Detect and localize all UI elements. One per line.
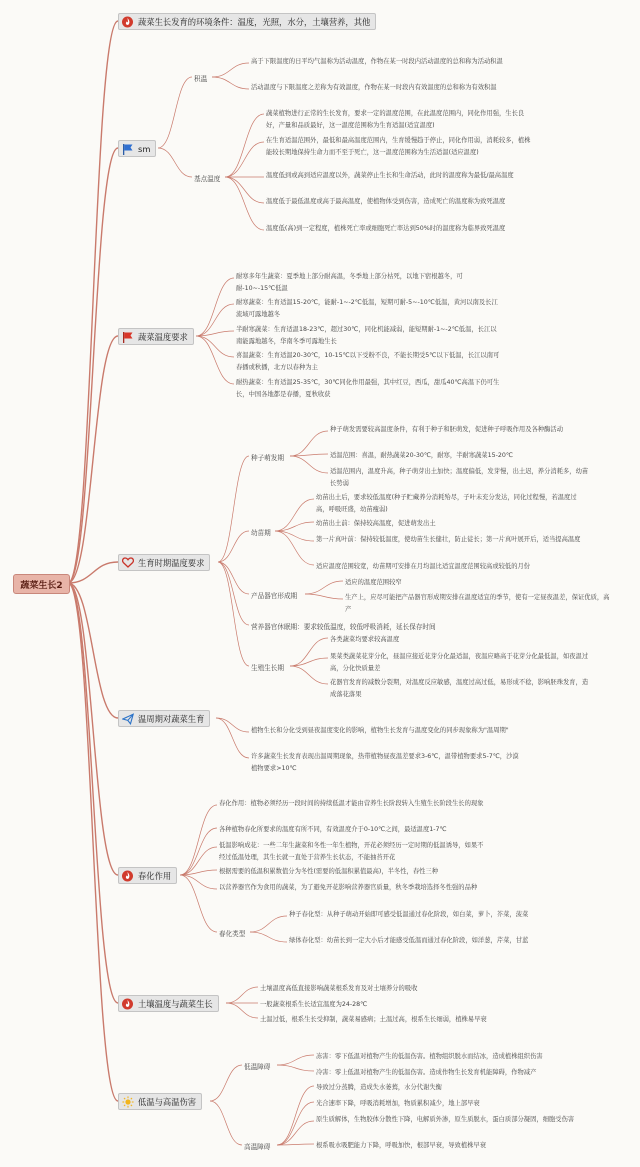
leaf-green-plant-vernalization: 绿体春化型：幼苗长到一定大小后才能感受低温而通过春化阶段，如洋葱，芹菜，甘蓝: [289, 937, 529, 944]
leaf-seedling-2: 幼苗出土前：保持较高温度，促进萌发出土: [316, 520, 436, 527]
leaf-warm-loving: 喜温蔬菜：生育适温20-30℃，10-15℃以下受粉不良，不能长期受5℃以下低温，长江以南可春播或秋播，北方以春种为主: [236, 352, 500, 371]
category-vegetable-temperature[interactable]: 蔬菜温度要求: [118, 328, 194, 345]
leaf-critical-lethal-temp: 温度低(高)到一定程度，植株死亡率或细胞死亡率达到50%时的温度称为临界致死温度: [266, 225, 506, 232]
root-node[interactable]: 蔬菜生长2: [13, 574, 70, 594]
paper-plane-icon: [121, 712, 134, 725]
leaf-product-organ-1: 适应的温度范围较窄: [345, 579, 402, 586]
sub-high-temperature-injury[interactable]: 高温障碍: [244, 1143, 271, 1151]
leaf-seed-vernalization: 种子春化型：从种子萌动开始即可感受低温通过春化阶段，如白菜，萝卜，芥菜，菠菜: [289, 911, 529, 918]
sub-seedling[interactable]: 幼苗期: [251, 529, 271, 537]
leaf-vernalization-1: 春化作用：植物必须经历一段时间的持续低温才能由营养生长阶段转入生殖生长阶段生长的现象: [219, 800, 484, 807]
leaf-seedling-3: 第一片真叶前：保持较低温度，使幼苗生长健壮，防止徒长；第一片真叶展开后，适当提高温度: [316, 536, 581, 543]
heart-icon: [121, 556, 134, 569]
leaf-vernalization-4: 根据需要的低温积累数值分为冬性(需要的低温积累值最高)，半冬性，春性三种: [219, 868, 439, 875]
category-low-high-temperature-damage[interactable]: 低温与高温伤害: [118, 1093, 202, 1110]
leaf-germination-1: 种子萌发需要较高温度条件，有利于种子和胚萌发，促进种子呼吸作用及各种酶活动: [330, 426, 563, 433]
leaf-adaptive-temp: 在生育适温范围外，最低和最高温度范围内，生育缓慢趋于停止，同化作用弱，消耗较多，植株能较长期地保持生命力而不至于死亡，这一温度范围称为生活适温(适应温度): [266, 137, 531, 156]
category-sm[interactable]: sm: [118, 140, 156, 157]
sub-product-organ-formation[interactable]: 产品器官形成期: [251, 592, 298, 600]
fire-icon: [121, 15, 134, 28]
leaf-reproductive-1: 各类蔬菜均要求较高温度: [330, 636, 400, 643]
leaf-thermoperiod-1: 植物生长和分化受到昼夜温度变化的影响，植物生长发育与温度变化的同步现象称为"温周期": [251, 727, 509, 734]
sub-seed-germination[interactable]: 种子萌发期: [251, 454, 284, 462]
leaf-heat-injury-3: 原生质解体，生物胶体分散性下降，电解质外渗，原生质脱水，蛋白质部分凝固，细胞受伤害: [316, 1116, 575, 1123]
leaf-vernalization-3: 低温影响成花：一些二年生蔬菜和冬性一年生植物，开花必须经历一定时期的低温诱导，如果不经过低温处理，其生长就一直处于营养生长状态，不能抽苔开花: [219, 842, 484, 861]
leaf-seedling-1: 幼苗出土后，要求较低温度(种子贮藏养分消耗殆尽，子叶未充分发达，同化过程慢，若温度过高，呼吸旺盛，幼苗瘦弱): [316, 494, 577, 513]
sub-dormancy[interactable]: 营养器官休眠期：要求较低温度，较低呼吸消耗，延长保存时间: [251, 623, 436, 631]
leaf-heat-injury-4: 根系吸水吸肥能力下降，呼吸加快，根部早衰，导致植株早衰: [316, 1142, 487, 1149]
sub-reproductive-growth[interactable]: 生殖生长期: [251, 664, 284, 672]
leaf-reproductive-3: 花器官发育的减数分裂期，对温度反应敏感，温度过高过低，易形成不稔，影响胚珠发育，造成落花落果: [330, 679, 589, 698]
leaf-min-max-temp: 温度低到或高到适应温度以外，蔬菜停止生长和生命活动，此时的温度称为最低/最高温度: [266, 172, 514, 179]
leaf-soil-temp-2: 一般蔬菜根系生长适宜温度为24-28℃: [260, 1001, 368, 1008]
leaf-seedling-4: 适应温度范围较宽，幼苗期可安排在月均温比适宜温度范围较高或较低的月份: [316, 563, 531, 570]
leaf-optimal-temp: 蔬菜植物进行正常的生长发育，要求一定的温度范围，在此温度范围内，同化作用强，生长良好，产量和品质最好，这一温度范围称为生育适温(适宜温度): [266, 110, 525, 129]
leaf-chilling-injury: 冷害：零上低温对植物产生的低温伤害。造成作物生长发育机能障碍，作物减产: [316, 1069, 537, 1076]
leaf-product-organ-2: 生产上，应尽可能把产品器官形成期安排在温度适宜的季节，使有一定昼夜温差，保证优质，高产: [345, 594, 610, 613]
category-soil-temperature[interactable]: 土壤温度与蔬菜生长: [118, 995, 219, 1012]
category-thermoperiod[interactable]: 温周期对蔬菜生育: [118, 710, 210, 727]
leaf-heat-tolerant: 耐热蔬菜：生育适温25-35℃，30℃同化作用最强，其中红豆，西瓜，甜瓜40℃高温下仍可生长，中国各地都是春播，夏秋收获: [236, 379, 500, 398]
leaf-active-accumulated-temp: 高于下限温度的日平均气温称为活动温度，作物在某一时段内活动温度的总和称为活动积温: [251, 58, 503, 65]
fire-icon: [121, 869, 134, 882]
leaf-freezing-injury: 冻害：零下低温对植物产生的低温伤害。植物组织脱水而结冰，造成植株组织伤害: [316, 1053, 543, 1060]
sub-cardinal-temperature[interactable]: 基点温度: [194, 175, 221, 183]
flag-icon: [121, 142, 134, 155]
leaf-germination-2: 适温范围：喜温，耐热蔬菜20-30℃，耐寒，半耐寒蔬菜15-20℃: [330, 452, 513, 459]
leaf-soil-temp-3: 土温过低，根系生长受抑制，蔬菜易感病；土温过高，根系生长细弱，植株易早衰: [260, 1016, 487, 1023]
category-growth-stage-temperature[interactable]: 生育时期温度要求: [118, 554, 210, 571]
leaf-heat-injury-1: 导致过分蒸腾，造成失水萎蔫，水分代谢失衡: [316, 1084, 442, 1091]
sub-vernalization-type[interactable]: 春化类型: [219, 930, 246, 938]
leaf-lethal-temp: 温度低于最低温度或高于最高温度，使植物体受到伤害，造成死亡的温度称为致死温度: [266, 198, 506, 205]
sub-accumulated-temperature[interactable]: 积温: [194, 75, 208, 83]
sub-low-temperature-injury[interactable]: 低温障碍: [244, 1063, 271, 1071]
flag-icon: [121, 330, 134, 343]
fire-icon: [121, 997, 134, 1010]
leaf-thermoperiod-2: 许多蔬菜生长发育表现出温周期现象，热带植物昼夜温差要求3-6℃，温带植物要求5-7℃，沙漠植物要求>10℃: [251, 753, 519, 772]
leaf-vernalization-2: 各种植物春化所要求的温度有所不同，有效温度介于0-10℃之间，最适温度1-7℃: [219, 826, 447, 833]
sun-icon: [121, 1095, 134, 1108]
leaf-heat-injury-2: 光合速率下降，呼吸消耗增加，物质累积减少，地上部早衰: [316, 1100, 480, 1107]
leaf-vernalization-5: 以营养器官作为食用的蔬菜，为了避免开花影响营养器官质量，秋冬季栽培选择冬性强的品种: [219, 884, 478, 891]
category-vernalization[interactable]: 春化作用: [118, 867, 177, 884]
leaf-cold-hardy-perennial: 耐寒多年生蔬菜：夏季地上部分耐高温，冬季地上部分枯死，以地下宿根越冬，可耐-10~-15℃低温: [236, 273, 463, 292]
category-environment[interactable]: 蔬菜生长发育的环境条件：温度，光照，水分，土壤营养，其他: [118, 13, 376, 30]
leaf-germination-3: 适温范围内，温度升高，种子萌芽出土加快；温度偏低，发芽慢，出土迟，养分消耗多，幼苗长势弱: [330, 468, 589, 487]
leaf-cold-hardy: 耐寒蔬菜：生育适温15-20℃，能耐-1~-2℃低温，短期可耐-5~-10℃低温，黄河以南及长江流域可露地越冬: [236, 299, 498, 318]
leaf-reproductive-2: 果菜类蔬菜花芽分化，昼温应接近花芽分化最适温，夜温应略高于花芽分化最低温，如夜温过高，分化快质量差: [330, 653, 589, 672]
leaf-effective-accumulated-temp: 活动温度与下限温度之差称为有效温度，作物在某一时段内有效温度的总和称为有效积温: [251, 84, 497, 91]
leaf-semi-hardy: 半耐寒蔬菜：生育适温18-23℃，超过30℃，同化机能减弱，能短期耐-1~-2℃低温，长江以南能露地越冬，华南冬季可露地生长: [236, 326, 497, 345]
leaf-soil-temp-1: 土壤温度高低直接影响蔬菜根系发育及对土壤养分的吸收: [260, 985, 418, 992]
